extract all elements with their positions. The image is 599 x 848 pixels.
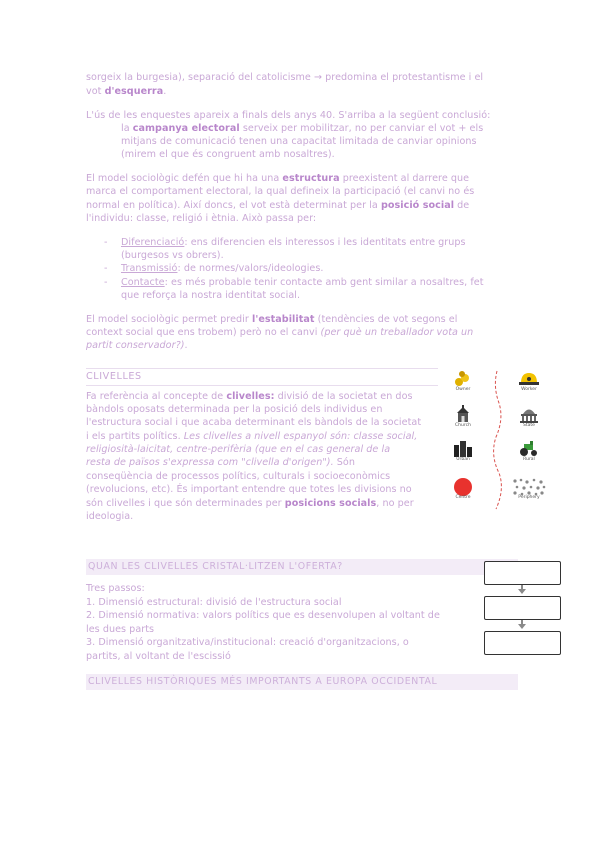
para4-italic: (per què un treballador vota un xyxy=(320,327,474,338)
clivelles-line-7: conseqüència de processos polítics, culturals i socioeconòmics xyxy=(86,471,391,482)
flow-box-structural xyxy=(484,561,561,585)
icon-label: Urban xyxy=(456,457,470,462)
clivelles-line-9 xyxy=(86,497,438,510)
capitol-icon xyxy=(510,405,548,423)
clivelles-bold-2: posicions socials xyxy=(284,498,377,509)
icon-urban xyxy=(444,439,482,463)
red-dot-icon xyxy=(444,477,482,495)
bullet-text: : es més probable tenir contacte amb gent similar a nosaltres, fet xyxy=(164,277,484,288)
para4-text-2: (tendències de vot segons el xyxy=(314,314,458,325)
para4-line3 xyxy=(86,339,514,352)
clivelles-text-2: divisió de la societat en dos xyxy=(274,391,413,402)
para1-line2 xyxy=(86,85,514,98)
para3-line3 xyxy=(86,199,514,212)
para1-text: vot xyxy=(86,86,105,97)
arrow-down-icon xyxy=(518,624,526,629)
bullet-item-2 xyxy=(104,262,514,275)
para4-text: El model sociològic permet predir xyxy=(86,314,252,325)
icon-label: Rural xyxy=(523,457,535,462)
tractor-icon xyxy=(510,439,548,457)
para2-line2 xyxy=(121,122,514,135)
icon-owner xyxy=(444,369,482,393)
para2-text: la xyxy=(121,123,133,134)
para3-bold-2: posició social xyxy=(380,200,455,211)
city-icon xyxy=(444,439,482,457)
clivelles-line-5: religiosità-laicitat, centre-perifèria (que en el cas general de la xyxy=(86,444,391,455)
para4-line1 xyxy=(86,313,514,326)
clivelles-text: Fa referència al concepte de xyxy=(86,391,227,402)
clivelles-line-10: ideologia. xyxy=(86,511,134,522)
bullet-text: : de normes/valors/ideologies. xyxy=(177,263,324,274)
para2-line1: L'ús de les enquestes apareix a finals dels anys 40. S'arriba a la següent conclusió: xyxy=(86,110,491,121)
flow-box-organizational xyxy=(484,631,561,655)
clivelles-rule xyxy=(86,368,438,369)
icon-state xyxy=(510,405,548,429)
clivelles-rule-2 xyxy=(86,385,438,386)
icon-label: State xyxy=(523,423,535,428)
clivelles-italic-2: resta de països s'expressa com "clivella d'origen"). xyxy=(86,457,334,468)
bullet-dash: - xyxy=(104,277,108,288)
cristal-step-3: 3. Dimensió organitzativa/institucional: creació d'organitzacions, o xyxy=(86,637,409,648)
historiques-heading: CLIVELLES HISTÒRIQUES MÉS IMPORTANTS A EUROPA OCCIDENTAL xyxy=(86,674,518,690)
para3-text-4: de xyxy=(454,200,470,211)
bullet-dash: - xyxy=(104,237,108,248)
clivelles-text-6: , no per xyxy=(376,498,414,509)
para4-end: . xyxy=(184,340,188,351)
icon-worker xyxy=(510,369,548,393)
para3-bold: estructura xyxy=(282,173,340,184)
bullet-term: Diferenciació xyxy=(121,237,185,248)
para2-line3: mitjans de comunicació tenen una capacitat limitada de canviar opinions xyxy=(121,136,477,147)
para1-bold: d'esquerra xyxy=(104,86,164,97)
cristal-step-1: 1. Dimensió estructural: divisió de l'estructura social xyxy=(86,597,342,608)
clivelles-line-6 xyxy=(86,456,438,469)
bullet-dash: - xyxy=(104,263,108,274)
icon-church xyxy=(444,405,482,429)
para4-line2 xyxy=(86,326,514,339)
coins-icon xyxy=(444,369,482,387)
icon-label: Centre xyxy=(455,495,471,500)
para2-bold: campanya electoral xyxy=(132,123,240,134)
bullet-item-1-cont: (burgesos vs obrers). xyxy=(121,250,224,261)
para4-italic-2: partit conservador?) xyxy=(86,340,185,351)
para3-text-3: normal en política). Així doncs, el vot està determinat per la xyxy=(86,200,381,211)
icon-periphery xyxy=(510,477,548,501)
cristal-step-2-cont: les dues parts xyxy=(86,624,155,635)
clivelles-line-8: (revolucions, etc). És important entendre que totes les divisions no xyxy=(86,484,412,495)
bullet-item-3-cont: que reforça la nostra identitat social. xyxy=(121,290,301,301)
clivelles-italic: Les clivelles a nivell espanyol són: classe social, xyxy=(183,431,418,442)
para3-line1 xyxy=(86,172,514,185)
para3-line4: l'individu: classe, religió i ètnia. Això passa per: xyxy=(86,213,317,224)
bullet-item-3 xyxy=(104,276,514,289)
para2-line4: (mirem el que és congruent amb nosaltres). xyxy=(121,149,335,160)
para4-text-3: context social que ens trobem) però no el canvi xyxy=(86,327,321,338)
clivelles-line-4 xyxy=(86,430,438,443)
para1-end: . xyxy=(163,86,167,97)
clivelles-line-3: l'estructura social i que acaba determinant els bàndols de la societat xyxy=(86,417,422,428)
clivelles-text-5: són clivelles i que són determinades per xyxy=(86,498,285,509)
para3-text: El model sociològic defén que hi ha una xyxy=(86,173,283,184)
bullet-term: Transmissió xyxy=(121,263,178,274)
arrow-down-icon xyxy=(518,589,526,594)
icon-label: Periphery xyxy=(518,495,540,500)
cristal-step-2: 2. Dimensió normativa: valors polítics que es desenvolupen al voltant de xyxy=(86,610,440,621)
para3-line2: marca el comportament electoral, la qual defineix la participació (el canvi no és xyxy=(86,186,475,197)
para4-bold: l'estabilitat xyxy=(252,314,315,325)
icon-rural xyxy=(510,439,548,463)
dots-icon xyxy=(510,477,548,495)
flow-box-normative xyxy=(484,596,561,620)
church-icon xyxy=(444,405,482,423)
clivelles-line-1 xyxy=(86,390,438,403)
clivelles-line-2: bàndols oposats determinada per la posició dels individus en xyxy=(86,404,383,415)
bullet-item-1 xyxy=(104,236,514,249)
clivelles-text-4: Són xyxy=(333,457,355,468)
clivelles-heading: CLIVELLES xyxy=(86,371,142,382)
cristal-heading: QUAN LES CLIVELLES CRISTAL·LITZEN L'OFERTA? xyxy=(86,559,518,575)
icon-centre xyxy=(444,477,482,501)
icon-label: Worker xyxy=(521,387,537,392)
cristal-step-3-cont: partits, al voltant de l'escissió xyxy=(86,651,231,662)
bullet-text: : ens diferencien els interessos i les identitats entre grups xyxy=(184,237,466,248)
clivelles-text-3: i els partits polítics. xyxy=(86,431,184,442)
hardhat-icon xyxy=(510,369,548,387)
para2-text-2: serveix per mobilitzar, no per canviar el vot + els xyxy=(239,123,484,134)
para3-text-2: preexistent al darrere que xyxy=(339,173,470,184)
para1-line1: sorgeix la burgesia), separació del catolicisme → predomina el protestantisme i el xyxy=(86,72,484,83)
cristal-intro: Tres passos: xyxy=(86,583,145,594)
icon-label: Church xyxy=(455,423,471,428)
cleavage-figure xyxy=(444,367,550,513)
clivelles-bold: clivelles: xyxy=(226,391,275,402)
bullet-term: Contacte xyxy=(121,277,165,288)
icon-label: Owner xyxy=(455,387,471,392)
